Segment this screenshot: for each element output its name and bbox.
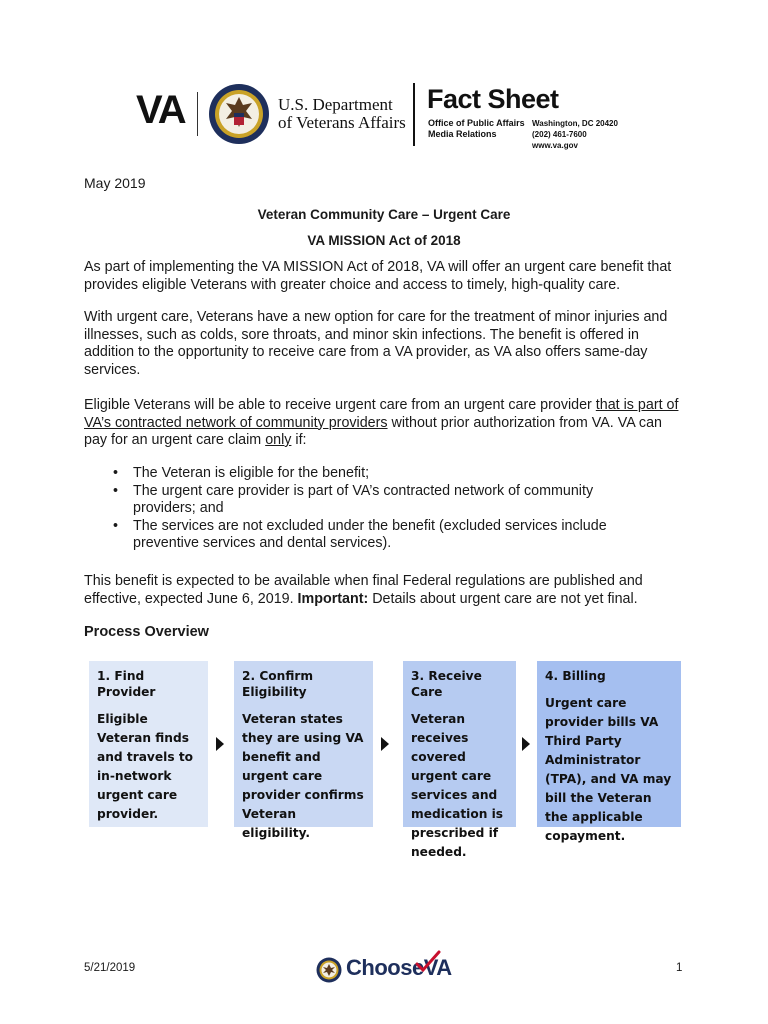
eligibility-text-a: Eligible Veterans will be able to receive urgent care from an urgent care provider: [84, 397, 596, 413]
process-step-title: 4. Billing: [545, 669, 606, 683]
choose-va-logo-choose: Choose: [346, 955, 424, 980]
list-item-text: The urgent care provider is part of VA’s contracted network of community providers; and: [133, 482, 594, 516]
list-item: [110, 483, 650, 518]
list-item: [110, 518, 650, 553]
footer-date: 5/21/2019: [84, 962, 136, 974]
process-step-body: Veteran states they are using VA benefit and urgent care provider confirms Veteran eligibility.: [242, 712, 364, 840]
va-logo-mark: VA: [136, 88, 185, 132]
process-step-body: Veteran receives covered urgent care services and medication is prescribed if needed.: [411, 712, 504, 859]
process-step-title: 1. Find Provider: [97, 669, 156, 699]
page-number: 1: [676, 962, 683, 974]
process-step-title: 3. Receive Care: [411, 669, 482, 699]
contact-phone: (202) 461-7600: [532, 130, 587, 139]
triangle-right-icon: [381, 737, 389, 751]
intro-paragraph: As part of implementing the VA MISSION Act of 2018, VA will offer an urgent care benefit that provides eligible Veterans with greater choice and access to timely, high-quality care.: [84, 259, 672, 293]
list-item-text: The services are not excluded under the benefit (excluded services include preventive services and dental services).: [133, 517, 607, 551]
process-overview-heading: Process Overview: [84, 624, 209, 640]
header-divider: [413, 83, 415, 146]
va-seal-icon: [208, 83, 270, 145]
availability-text-a: This benefit is expected to be available when final Federal regulations are published and effective, expected June 6, 2019.: [84, 573, 643, 607]
office-line2: Media Relations: [428, 129, 497, 139]
triangle-right-icon: [522, 737, 530, 751]
document-date: May 2019: [84, 175, 146, 191]
logo-divider: [197, 92, 198, 136]
eligibility-text-c: if:: [291, 432, 307, 448]
choose-va-logo-va: VA: [423, 955, 452, 980]
office-line1: Office of Public Affairs: [428, 118, 525, 128]
office-info: [428, 118, 525, 140]
contact-city: Washington, DC 20420: [532, 119, 618, 128]
bullet-icon: •: [113, 465, 119, 481]
process-step-confirm-eligibility: [234, 661, 373, 840]
bullet-icon: •: [113, 517, 119, 534]
process-step-body: Eligible Veteran finds and travels to in-network urgent care provider.: [97, 712, 194, 821]
process-step-body: Urgent care provider bills VA Third Party Administrator (TPA), and VA may bill the Veteran the applicable copayment.: [545, 696, 672, 843]
process-step-receive-care: [403, 661, 516, 859]
availability-paragraph: [84, 573, 684, 608]
department-name-line2: of Veterans Affairs: [278, 113, 406, 132]
fact-sheet-title: Fact Sheet: [427, 84, 559, 114]
department-name: [278, 96, 406, 132]
process-step-find-provider: [89, 661, 208, 827]
process-step-title: 2. Confirm Eligibility: [242, 669, 314, 699]
list-item: [110, 465, 650, 483]
triangle-right-icon: [216, 737, 224, 751]
document-title: Veteran Community Care – Urgent Care: [257, 207, 511, 222]
department-name-line1: U.S. Department: [278, 95, 393, 114]
eligibility-paragraph: [84, 397, 684, 450]
va-seal-small-icon: [316, 957, 342, 983]
document-subtitle: VA MISSION Act of 2018: [307, 233, 461, 248]
important-label: Important:: [297, 590, 369, 607]
urgent-care-paragraph: With urgent care, Veterans have a new option for care for the treatment of minor injuries and illnesses, such as colds, sore throats, and minor skin infections. The benefit is offered in addition to the opportunity to receive care from a VA provider, as VA also offers same-day services.: [84, 309, 668, 378]
contact-web: www.va.gov: [532, 141, 578, 150]
eligibility-text-b: without prior authorization from VA. VA can pay for an urgent care claim: [84, 414, 662, 448]
conditions-list: [110, 465, 650, 553]
checkmark-icon: [415, 950, 441, 972]
availability-text-b: Details about urgent care are not yet final.: [368, 590, 638, 607]
bullet-icon: •: [113, 482, 119, 499]
process-step-billing: [537, 661, 681, 843]
contact-info: [532, 118, 618, 151]
list-item-text: The Veteran is eligible for the benefit;: [133, 465, 370, 481]
eligibility-only-text: only: [265, 432, 292, 448]
eligibility-network-text: that is part of VA’s contracted network of community providers: [84, 397, 679, 431]
